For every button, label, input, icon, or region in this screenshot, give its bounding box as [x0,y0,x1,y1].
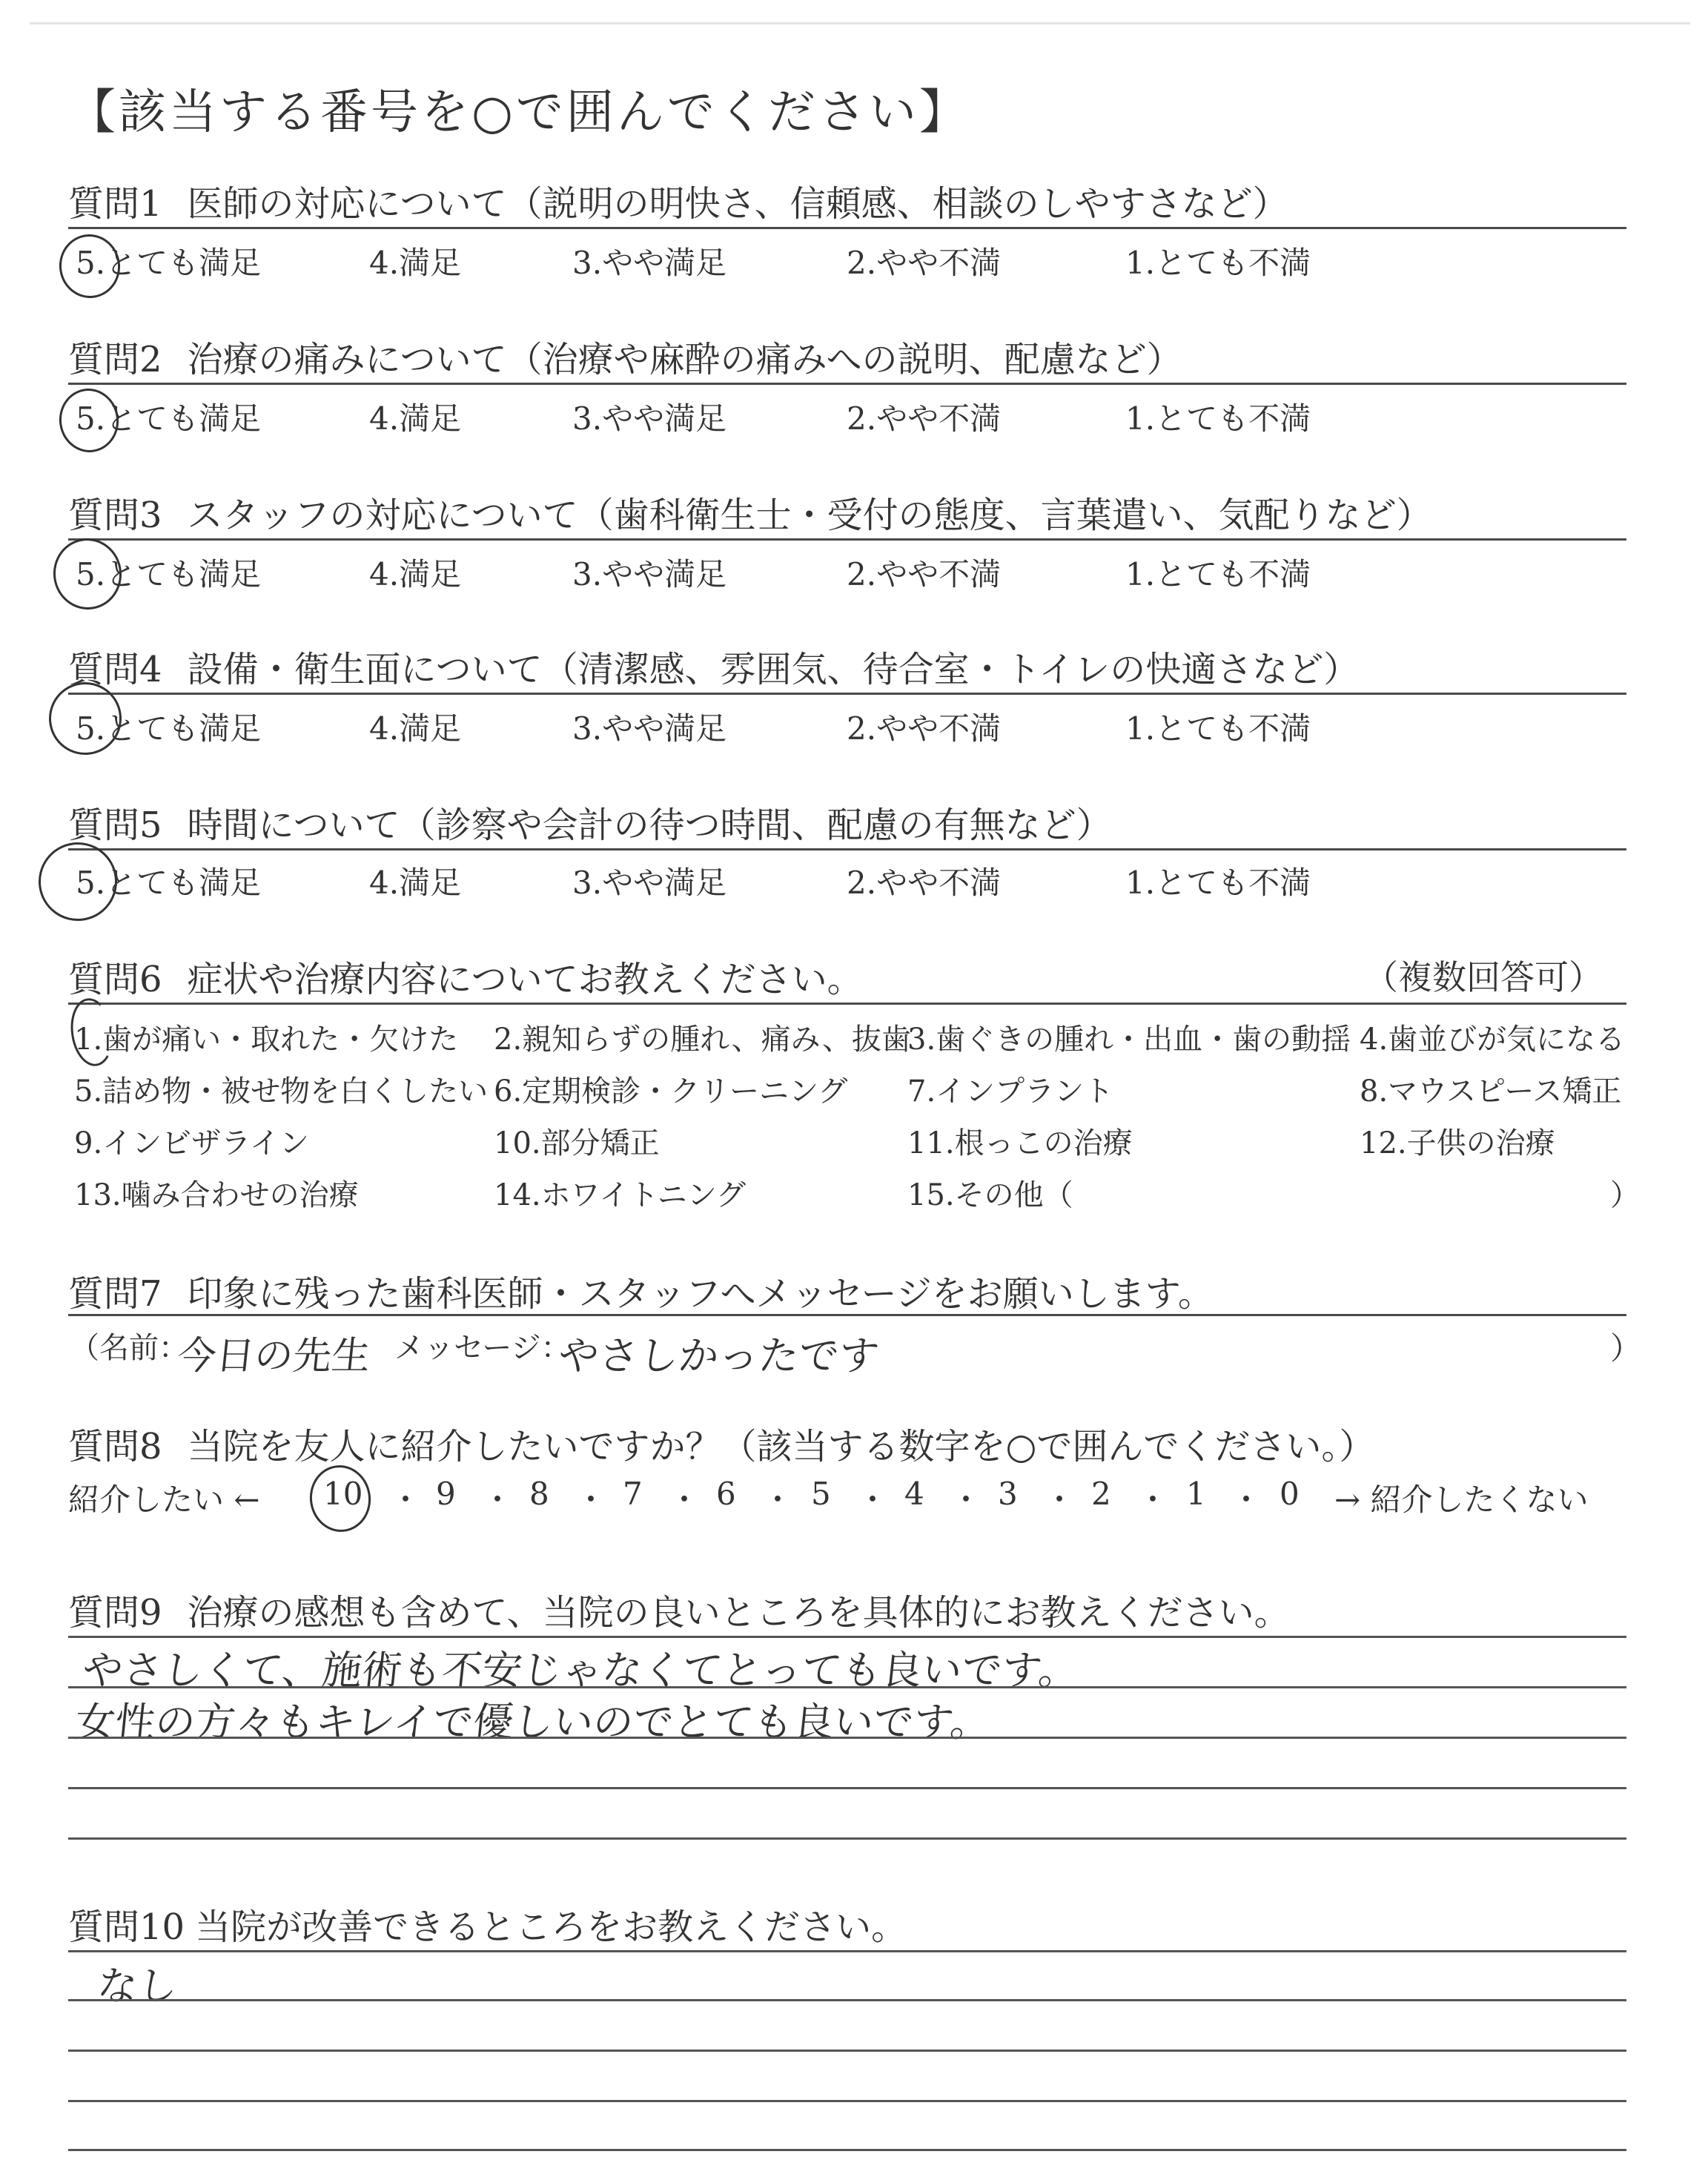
page-heading: 【該当する番号を○で囲んでください】 [68,85,970,140]
q8-separator: ・ [482,1482,514,1518]
q8-separator: ・ [762,1482,794,1518]
q10-answer-line-1[interactable]: なし [95,1963,180,2009]
q4-option-3[interactable]: 3.やや満足 [572,710,727,747]
q8-separator: ・ [390,1482,422,1518]
q8-left-label: 紹介したい ← [68,1482,260,1518]
q9-title [68,1584,1290,1635]
q9-answer-line-2[interactable]: 女性の方々もキレイで優しいのでとても良いです。 [73,1699,993,1745]
q1-label: 質問1 [68,183,162,225]
q2-rule [68,383,1626,385]
q2-option-3[interactable]: 3.やや満足 [572,400,727,437]
q5-option-1[interactable]: 1.とても不満 [1125,865,1311,901]
q3-label: 質問3 [68,495,162,536]
q5-rule [68,848,1626,851]
q8-score-9[interactable]: 9 [436,1476,456,1512]
q3-option-2[interactable]: 2.やや不満 [847,556,1002,592]
q8-score-3[interactable]: 3 [998,1476,1018,1512]
q6-option-7[interactable]: 7.インプラント [907,1074,1114,1109]
q8-score-4[interactable]: 4 [904,1476,924,1512]
q6-option-13[interactable]: 13.噛み合わせの治療 [74,1178,359,1212]
q6-option-3[interactable]: 3.歯ぐきの腫れ・出血・歯の動揺 [907,1023,1351,1057]
top-divider [30,22,1690,24]
q4-title [68,641,1359,692]
q8-separator: ・ [669,1482,701,1518]
q3-rule [68,538,1626,541]
q8-score-7[interactable]: 7 [623,1476,643,1512]
q7-message-label: メッセージ： [394,1331,571,1365]
q6-option-1[interactable]: 1.歯が痛い・取れた・欠けた [74,1023,459,1057]
q5-label: 質問5 [68,805,162,846]
q8-selected-circle [305,1462,375,1536]
q7-name-value[interactable]: 今日の先生 [175,1334,373,1378]
q2-label: 質問2 [68,339,162,380]
q8-label: 質問8 [68,1426,162,1467]
q6-option-14[interactable]: 14.ホワイトニング [494,1178,747,1212]
q10-line-4 [68,2100,1626,2102]
q1-option-5[interactable]: 5.とても満足 [76,245,262,281]
q7-label: 質問7 [68,1273,162,1315]
q8-separator: ・ [1137,1482,1169,1518]
q9-line-5 [68,1837,1626,1840]
q1-option-4[interactable]: 4.満足 [369,245,462,281]
q6-option-8[interactable]: 8.マウスピース矯正 [1360,1074,1622,1109]
q6-option-15[interactable]: 15.その他（ [907,1178,1073,1212]
q2-option-4[interactable]: 4.満足 [369,400,462,437]
q5-option-4[interactable]: 4.満足 [369,865,462,901]
q6-option-10[interactable]: 10.部分矯正 [494,1126,660,1160]
q9-line-3 [68,1737,1626,1739]
q8-score-2[interactable]: 2 [1091,1476,1111,1512]
q3-option-5[interactable]: 5.とても満足 [76,556,262,592]
q1-option-2[interactable]: 2.やや不満 [847,245,1002,281]
q10-text: 当院が改善できるところをお教えください。 [195,1906,907,1948]
q9-label: 質問9 [68,1592,162,1634]
q6-title [68,951,863,1002]
q5-text: 時間について（診察や会計の待つ時間、配慮の有無など） [187,805,1112,846]
q10-line-5 [68,2149,1626,2151]
q3-title [68,486,1432,538]
q6-multiple-note: （複数回答可） [1364,957,1603,997]
q1-text: 医師の対応について（説明の明快さ、信頼感、相談のしやすさなど） [187,183,1288,225]
q9-text: 治療の感想も含めて、当院の良いところを具体的にお教えください。 [187,1592,1290,1634]
q2-title [68,331,1182,382]
q8-score-10[interactable]: 10 [323,1476,363,1512]
q6-label: 質問6 [68,959,162,1000]
q9-line-2 [68,1686,1626,1688]
q8-score-6[interactable]: 6 [716,1476,736,1512]
q3-option-4[interactable]: 4.満足 [369,556,462,592]
q7-title [68,1265,1214,1316]
q6-option-4[interactable]: 4.歯並びが気になる [1360,1023,1626,1057]
q4-text: 設備・衛生面について（清潔感、雰囲気、待合室・トイレの快適さなど） [187,649,1360,690]
q3-option-3[interactable]: 3.やや満足 [572,556,727,592]
q3-selected-circle [49,534,126,614]
q5-option-3[interactable]: 3.やや満足 [572,865,727,901]
q7-rule [68,1314,1626,1316]
q9-line-1 [68,1636,1626,1638]
q6-rule [68,1003,1626,1005]
q6-option-2[interactable]: 2.親知らずの腫れ、痛み、抜歯 [494,1023,911,1057]
q8-separator: ・ [857,1482,889,1518]
q8-score-5[interactable]: 5 [811,1476,831,1512]
q3-option-1[interactable]: 1.とても不満 [1125,556,1311,592]
q8-score-8[interactable]: 8 [529,1476,549,1512]
q5-option-5[interactable]: 5.とても満足 [76,865,262,901]
q1-option-3[interactable]: 3.やや満足 [572,245,727,281]
q10-line-2 [68,1999,1626,2001]
q6-option-6[interactable]: 6.定期検診・クリーニング [494,1074,848,1109]
q8-text: 当院を友人に紹介したいですか？（該当する数字を○で囲んでください。） [187,1426,1375,1467]
q10-line-3 [68,2050,1626,2052]
q4-option-2[interactable]: 2.やや不満 [847,710,1002,747]
q7-close-paren: ） [1610,1330,1642,1367]
q9-answer-line-1[interactable]: やさしくて、施術も不安じゃなくてとっても良いです。 [80,1647,1082,1694]
q10-title [68,1898,907,1949]
q7-name-label: （名前： [70,1331,188,1365]
q5-option-2[interactable]: 2.やや不満 [847,865,1002,901]
q3-text: スタッフの対応について（歯科衛生士・受付の態度、言葉遣い、気配りなど） [187,495,1432,536]
q2-text: 治療の痛みについて（治療や麻酔の痛みへの説明、配慮など） [187,339,1182,380]
q6-text: 症状や治療内容についてお教えください。 [187,959,863,1000]
q4-option-5[interactable]: 5.とても満足 [76,710,262,747]
q1-title [68,175,1288,226]
q5-title [68,796,1112,848]
q8-separator: ・ [575,1482,607,1518]
q8-score-1[interactable]: 1 [1186,1476,1206,1512]
q8-title [68,1418,1374,1469]
q8-separator: ・ [1044,1482,1076,1518]
q10-label: 質問10 [68,1906,185,1948]
q1-rule [68,227,1626,229]
q7-text: 印象に残った歯科医師・スタッフへメッセージをお願いします。 [187,1273,1214,1315]
q6-option-12[interactable]: 12.子供の治療 [1360,1126,1555,1160]
q7-message-value[interactable]: やさしかったです [556,1332,881,1379]
q4-rule [68,693,1626,695]
q8-separator: ・ [950,1482,982,1518]
q10-line-1 [68,1950,1626,1952]
q4-option-1[interactable]: 1.とても不満 [1125,710,1311,747]
q2-option-5[interactable]: 5.とても満足 [76,400,262,437]
q1-option-1[interactable]: 1.とても不満 [1125,245,1311,281]
q6-option-5[interactable]: 5.詰め物・被せ物を白くしたい [74,1074,489,1109]
q4-label: 質問4 [68,649,162,690]
q9-line-4 [68,1787,1626,1789]
q5-selected-circle [33,837,122,926]
q2-option-1[interactable]: 1.とても不満 [1125,400,1311,437]
q8-right-label: → 紹介したくない [1334,1482,1589,1518]
q2-option-2[interactable]: 2.やや不満 [847,400,1002,437]
q6-option-11[interactable]: 11.根っこの治療 [907,1126,1133,1160]
q8-separator: ・ [1231,1482,1262,1518]
q6-option-9[interactable]: 9.インビザライン [74,1126,309,1160]
q8-score-0[interactable]: 0 [1280,1476,1300,1512]
q6-option-15-close: ） [1610,1178,1640,1212]
q4-option-4[interactable]: 4.満足 [369,710,462,747]
